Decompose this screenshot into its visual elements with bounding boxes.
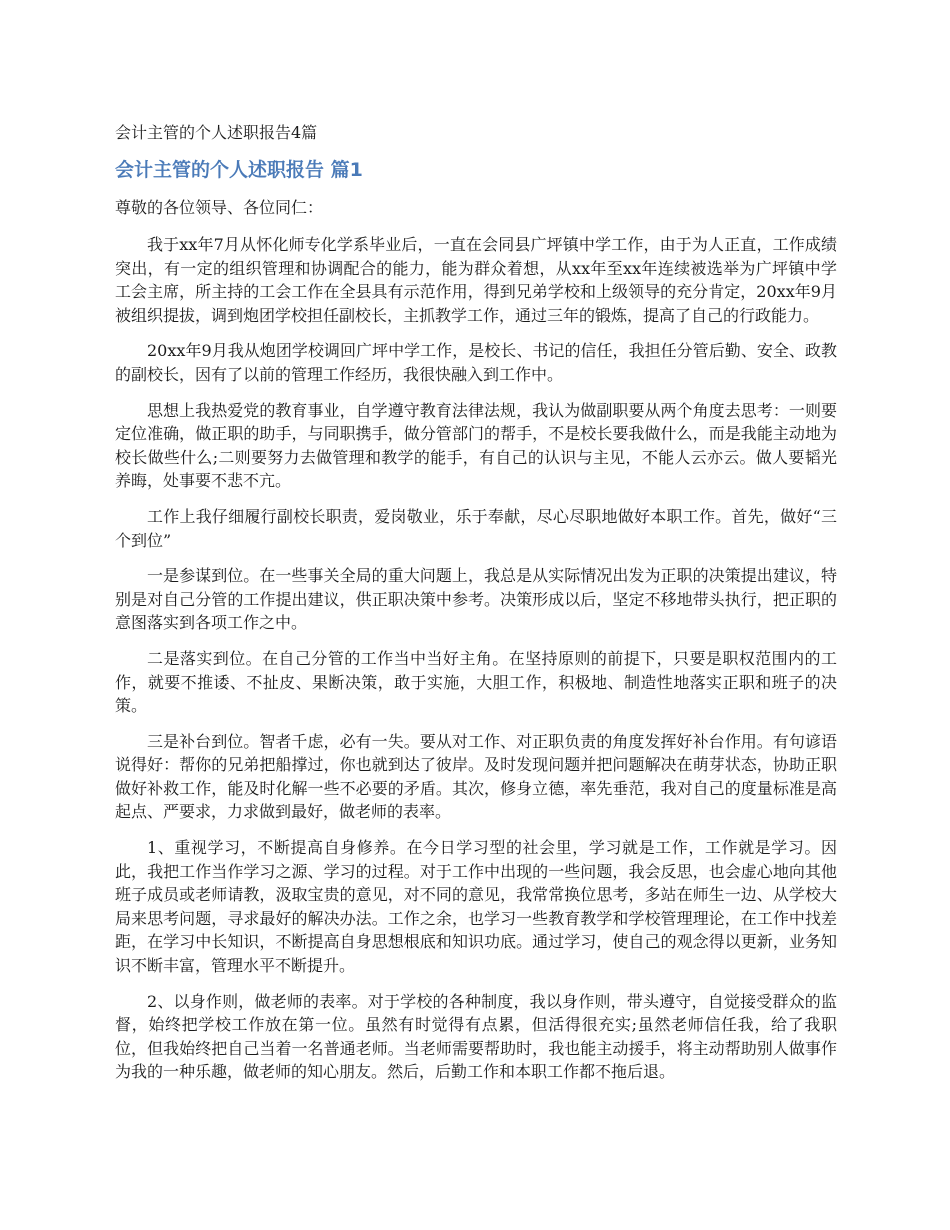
- paragraph-8: 1、重视学习，不断提高自身修养。在今日学习型的社会里，学习就是工作，工作就是学习。因此，我把工作当作学习之源、学习的过程。对于工作中出现的一些问题，我会反思，也会虚心地向其他班子成员或老师请教，汲取宝贵的意见，对不同的意见，我常常换位思考，多站在师生一边、从学校大局来思考问题，寻求最好的解决办法。工作之余，也学习一些教育教学和学校管理理论，在工作中找差距，在学习中长知识，不断提高自身思想根底和知识功底。通过学习，使自己的观念得以更新，业务知识不断丰富，管理水平不断提升。: [115, 838, 837, 976]
- paragraph-9: 2、以身作则，做老师的表率。对于学校的各种制度，我以身作则，带头遵守，自觉接受群众的监督，始终把学校工作放在第一位。虽然有时觉得有点累，但活得很充实;虽然老师信任我，给了我职位，但我始终把自己当着一名普通老师。当老师需要帮助时，我也能主动援手，将主动帮助别人做事作为我的一种乐趣，做老师的知心朋友。然后，后勤工作和本职工作都不拖后退。: [115, 991, 837, 1082]
- paragraph-6: 二是落实到位。在自己分管的工作当中当好主角。在坚持原则的前提下，只要是职权范围内的工作，就要不推诿、不扯皮、果断决策，敢于实施，大胆工作，积极地、制造性地落实正职和班子的决策。: [115, 648, 837, 716]
- paragraph-4: 工作上我仔细履行副校长职责，爱岗敬业，乐于奉献，尽心尽职地做好本职工作。首先，做好“三个到位”: [115, 506, 837, 550]
- paragraph-7: 三是补台到位。智者千虑，必有一失。要从对工作、对正职负责的角度发挥好补台作用。有句谚语说得好：帮你的兄弟把船撑过，你也就到达了彼岸。及时发现问题并把问题解决在萌芽状态，协助正职做好补救工作，能及时化解一些不必要的矛盾。其次，修身立德，率先垂范，我对自己的度量标准是高起点、严要求，力求做到最好，做老师的表率。: [115, 731, 837, 822]
- paragraph-2: 20xx年9月我从炮团学校调回广坪中学工作，是校长、书记的信任，我担任分管后勤、安全、政教的副校长，因有了以前的管理工作经历，我很快融入到工作中。: [115, 341, 837, 384]
- section-heading: 会计主管的个人述职报告 篇1: [115, 159, 363, 181]
- document-title: 会计主管的个人述职报告4篇: [115, 123, 318, 142]
- paragraph-1: 我于xx年7月从怀化师专化学系毕业后，一直在会同县广坪镇中学工作，由于为人正直，工作成绩突出，有一定的组织管理和协调配合的能力，能为群众着想，从xx年至xx年连续被选举为广坪镇中学工会主席，所主持的工会工作在全县具有示范作用，得到兄弟学校和上级领导的充分肯定，20xx年9月被组织提拔，调到炮团学校担任副校长，主抓教学工作，通过三年的锻炼，提高了自己的行政能力。: [115, 235, 837, 325]
- paragraph-5: 一是参谋到位。在一些事关全局的重大问题上，我总是从实际情况出发为正职的决策提出建议，特别是对自己分管的工作提出建议，供正职决策中参考。决策形成以后，坚定不移地带头执行，把正职的意图落实到各项工作之中。: [115, 566, 837, 633]
- document-page: [115, 120, 837, 1096]
- paragraph-3: 思想上我热爱党的教育事业，自学遵守教育法律法规，我认为做副职要从两个角度去思考：一则要定位准确，做正职的助手，与同职携手，做分管部门的帮手，不是校长要我做什么，而是我能主动地为校长做些什么;二则要努力去做管理和教学的能手，有自己的认识与主见，不能人云亦云。做人要韬光养晦，处事要不悲不亢。: [115, 400, 837, 491]
- salutation: 尊敬的各位领导、各位同仁：: [115, 198, 324, 217]
